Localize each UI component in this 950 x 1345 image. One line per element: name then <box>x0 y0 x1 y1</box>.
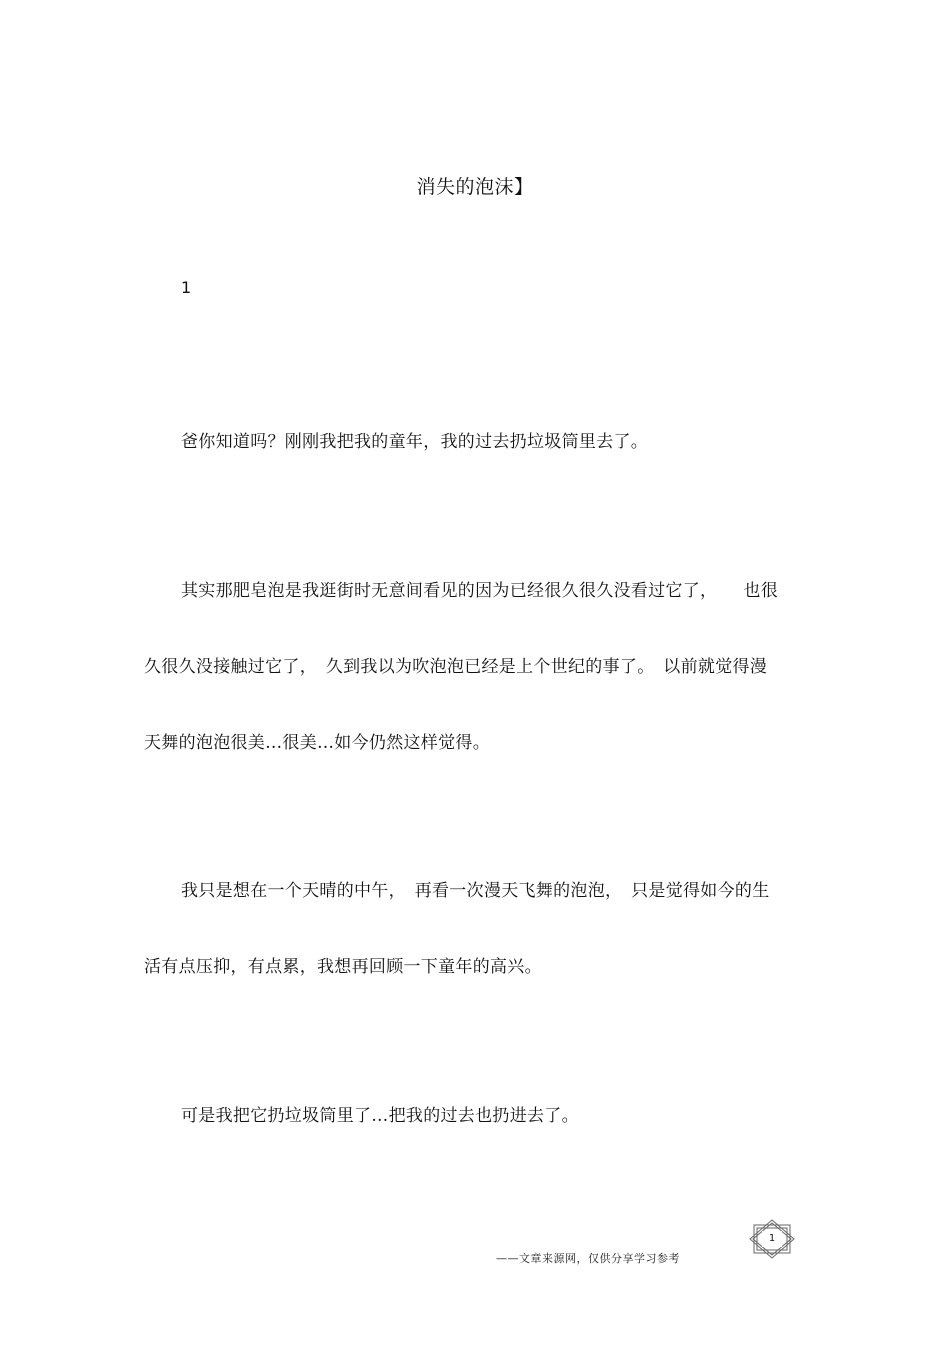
paragraph-3-line-1: 我只是想在一个天晴的中午， 再看一次漫天飞舞的泡泡， 只是觉得如今的生 <box>181 881 770 901</box>
page-number: 1 <box>768 1233 776 1244</box>
paragraph-2-line-2: 久很久没接触过它了， 久到我以为吹泡泡已经是上个世纪的事了。 以前就觉得漫 <box>144 657 768 677</box>
paragraph-2-line-3: 天舞的泡泡很美…很美…如今仍然这样觉得。 <box>144 733 490 753</box>
paragraph-3-line-2: 活有点压抑，有点累，我想再回顾一下童年的高兴。 <box>144 957 542 977</box>
page-title: 消失的泡沫】 <box>416 176 534 198</box>
page-number-badge <box>748 1219 796 1259</box>
section-number: 1 <box>181 278 192 297</box>
paragraph-4-line-1: 可是我把它扔垃圾筒里了…把我的过去也扔进去了。 <box>181 1106 579 1126</box>
footer-source-note: ——文章来源网，仅供分享学习参考 <box>496 1252 680 1265</box>
paragraph-1-line-1: 爸你知道吗？刚刚我把我的童年，我的过去扔垃圾筒里去了。 <box>181 432 649 452</box>
paragraph-2-line-1: 其实那肥皂泡是我逛街时无意间看见的因为已经很久很久没看过它了， 也很 <box>181 581 778 601</box>
